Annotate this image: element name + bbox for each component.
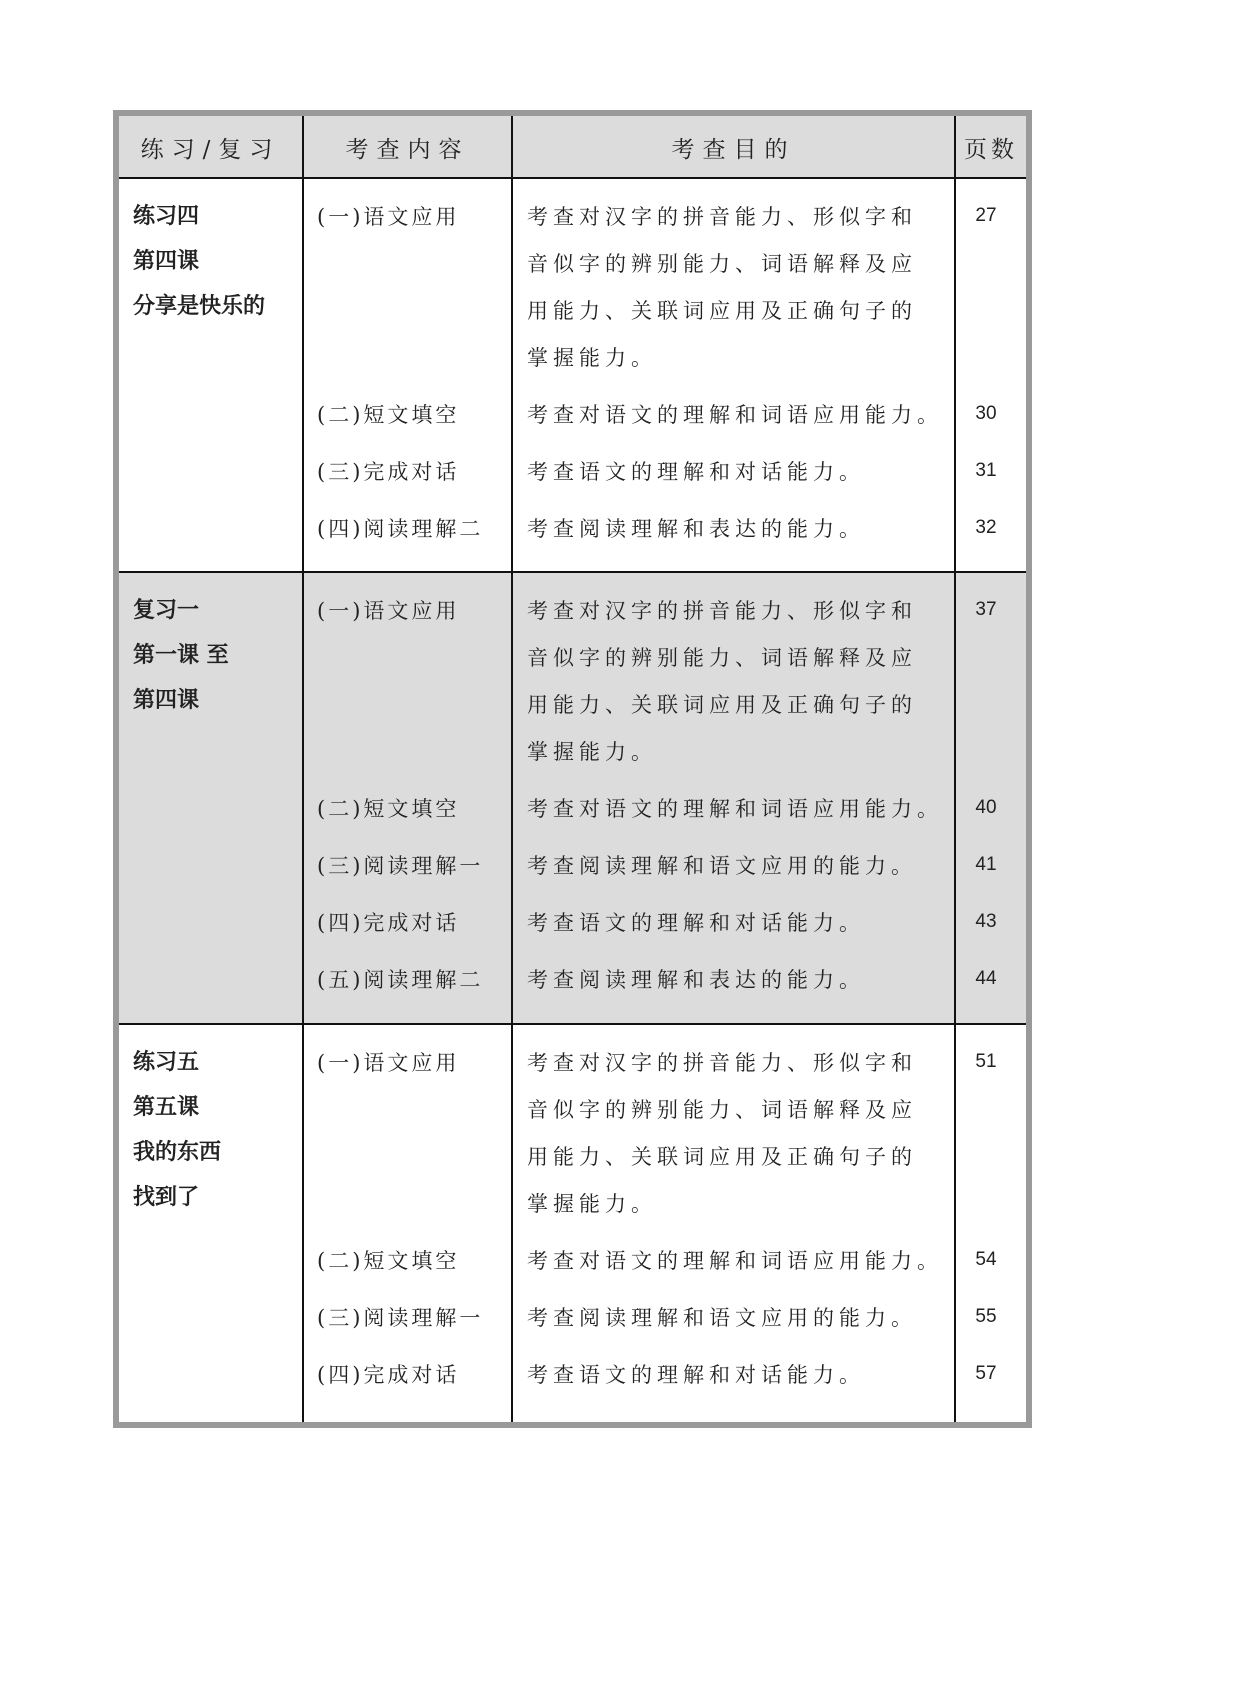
content-cell: (五)阅读理解二 xyxy=(317,968,484,992)
purpose-cell xyxy=(527,1352,947,1399)
purpose-line: 考查语文的理解和对话能力。 xyxy=(527,911,865,935)
section-title-line: 练习五 xyxy=(133,1050,200,1075)
purpose-line: 考查语文的理解和对话能力。 xyxy=(527,1363,865,1387)
table-row xyxy=(119,786,1026,833)
table-row xyxy=(119,1040,1026,1228)
purpose-line: 考查阅读理解和语文应用的能力。 xyxy=(527,1306,917,1330)
purpose-cell xyxy=(527,957,947,1004)
page-number: 27 xyxy=(975,205,997,226)
section-title-line: 练习四 xyxy=(133,204,200,229)
purpose-cell xyxy=(527,1295,947,1342)
header-exercise-review: 练习/复习 xyxy=(119,116,302,178)
table-row xyxy=(119,194,1026,382)
page-number: 37 xyxy=(975,599,997,620)
content-cell: (三)完成对话 xyxy=(317,460,460,484)
purpose-line: 考查阅读理解和语文应用的能力。 xyxy=(527,854,917,878)
table-row xyxy=(119,1238,1026,1285)
section-divider xyxy=(119,571,1026,573)
section xyxy=(119,572,1026,1024)
section-title-line: 分享是快乐的 xyxy=(133,294,266,319)
purpose-line: 音似字的辨别能力、词语解释及应 xyxy=(527,252,917,276)
section-title-line: 第一课 至 xyxy=(133,643,229,668)
section-title-line: 第四课 xyxy=(133,688,200,713)
purpose-cell xyxy=(527,392,947,439)
table-row xyxy=(119,588,1026,776)
table-row xyxy=(119,1352,1026,1399)
section-title-line: 复习一 xyxy=(133,598,200,623)
syllabus-table xyxy=(113,110,1032,1428)
content-cell: (一)语文应用 xyxy=(317,1051,460,1075)
purpose-line: 用能力、关联词应用及正确句子的 xyxy=(527,693,917,717)
purpose-line: 掌握能力。 xyxy=(527,346,657,370)
header-content: 考查内容 xyxy=(304,116,511,178)
purpose-cell xyxy=(527,843,947,890)
purpose-line: 用能力、关联词应用及正确句子的 xyxy=(527,1145,917,1169)
page-number: 55 xyxy=(975,1306,997,1327)
purpose-cell xyxy=(527,506,947,553)
page-number: 54 xyxy=(975,1249,997,1270)
purpose-line: 音似字的辨别能力、词语解释及应 xyxy=(527,646,917,670)
column-divider xyxy=(302,116,304,1422)
purpose-line: 考查对语文的理解和词语应用能力。 xyxy=(527,797,943,821)
page-number: 44 xyxy=(975,968,997,989)
section xyxy=(119,178,1026,572)
content-cell: (二)短文填空 xyxy=(317,403,460,427)
content-cell: (四)完成对话 xyxy=(317,1363,460,1387)
header-purpose: 考查目的 xyxy=(513,116,954,178)
table-row xyxy=(119,843,1026,890)
purpose-cell xyxy=(527,449,947,496)
purpose-cell xyxy=(527,786,947,833)
content-cell: (四)阅读理解二 xyxy=(317,517,484,541)
table-row xyxy=(119,392,1026,439)
table-row xyxy=(119,957,1026,1004)
section-title-line: 找到了 xyxy=(133,1185,200,1210)
purpose-line: 考查阅读理解和表达的能力。 xyxy=(527,517,865,541)
section-title-line: 我的东西 xyxy=(133,1140,222,1165)
page-number: 31 xyxy=(975,460,997,481)
purpose-line: 考查对语文的理解和词语应用能力。 xyxy=(527,403,943,427)
purpose-line: 考查对汉字的拼音能力、形似字和 xyxy=(527,599,917,623)
purpose-line: 考查对语文的理解和词语应用能力。 xyxy=(527,1249,943,1273)
section xyxy=(119,1024,1026,1416)
header-divider xyxy=(119,177,1026,179)
purpose-line: 用能力、关联词应用及正确句子的 xyxy=(527,299,917,323)
purpose-line: 掌握能力。 xyxy=(527,740,657,764)
section-title-line: 第四课 xyxy=(133,249,200,274)
section-divider xyxy=(119,1023,1026,1025)
page-number: 32 xyxy=(975,517,997,538)
content-cell: (三)阅读理解一 xyxy=(317,854,484,878)
header-page: 页数 xyxy=(956,116,1026,178)
purpose-line: 音似字的辨别能力、词语解释及应 xyxy=(527,1098,917,1122)
page-number: 30 xyxy=(975,403,997,424)
content-cell: (一)语文应用 xyxy=(317,205,460,229)
content-cell: (二)短文填空 xyxy=(317,1249,460,1273)
purpose-cell xyxy=(527,1040,947,1228)
table-row xyxy=(119,1295,1026,1342)
column-divider xyxy=(511,116,513,1422)
content-cell: (三)阅读理解一 xyxy=(317,1306,484,1330)
content-cell: (二)短文填空 xyxy=(317,797,460,821)
purpose-cell xyxy=(527,194,947,382)
purpose-cell xyxy=(527,588,947,776)
purpose-line: 考查语文的理解和对话能力。 xyxy=(527,460,865,484)
purpose-line: 考查阅读理解和表达的能力。 xyxy=(527,968,865,992)
table-row xyxy=(119,449,1026,496)
purpose-cell xyxy=(527,1238,947,1285)
content-cell: (四)完成对话 xyxy=(317,911,460,935)
content-cell: (一)语文应用 xyxy=(317,599,460,623)
page-number: 41 xyxy=(975,854,997,875)
page-number: 40 xyxy=(975,797,997,818)
purpose-line: 考查对汉字的拼音能力、形似字和 xyxy=(527,1051,917,1075)
purpose-line: 掌握能力。 xyxy=(527,1192,657,1216)
table-row xyxy=(119,506,1026,553)
section-title-line: 第五课 xyxy=(133,1095,200,1120)
table-row xyxy=(119,900,1026,947)
page-number: 51 xyxy=(975,1051,997,1072)
page-number: 43 xyxy=(975,911,997,932)
page-number: 57 xyxy=(975,1363,997,1384)
purpose-line: 考查对汉字的拼音能力、形似字和 xyxy=(527,205,917,229)
purpose-cell xyxy=(527,900,947,947)
column-divider xyxy=(954,116,956,1422)
